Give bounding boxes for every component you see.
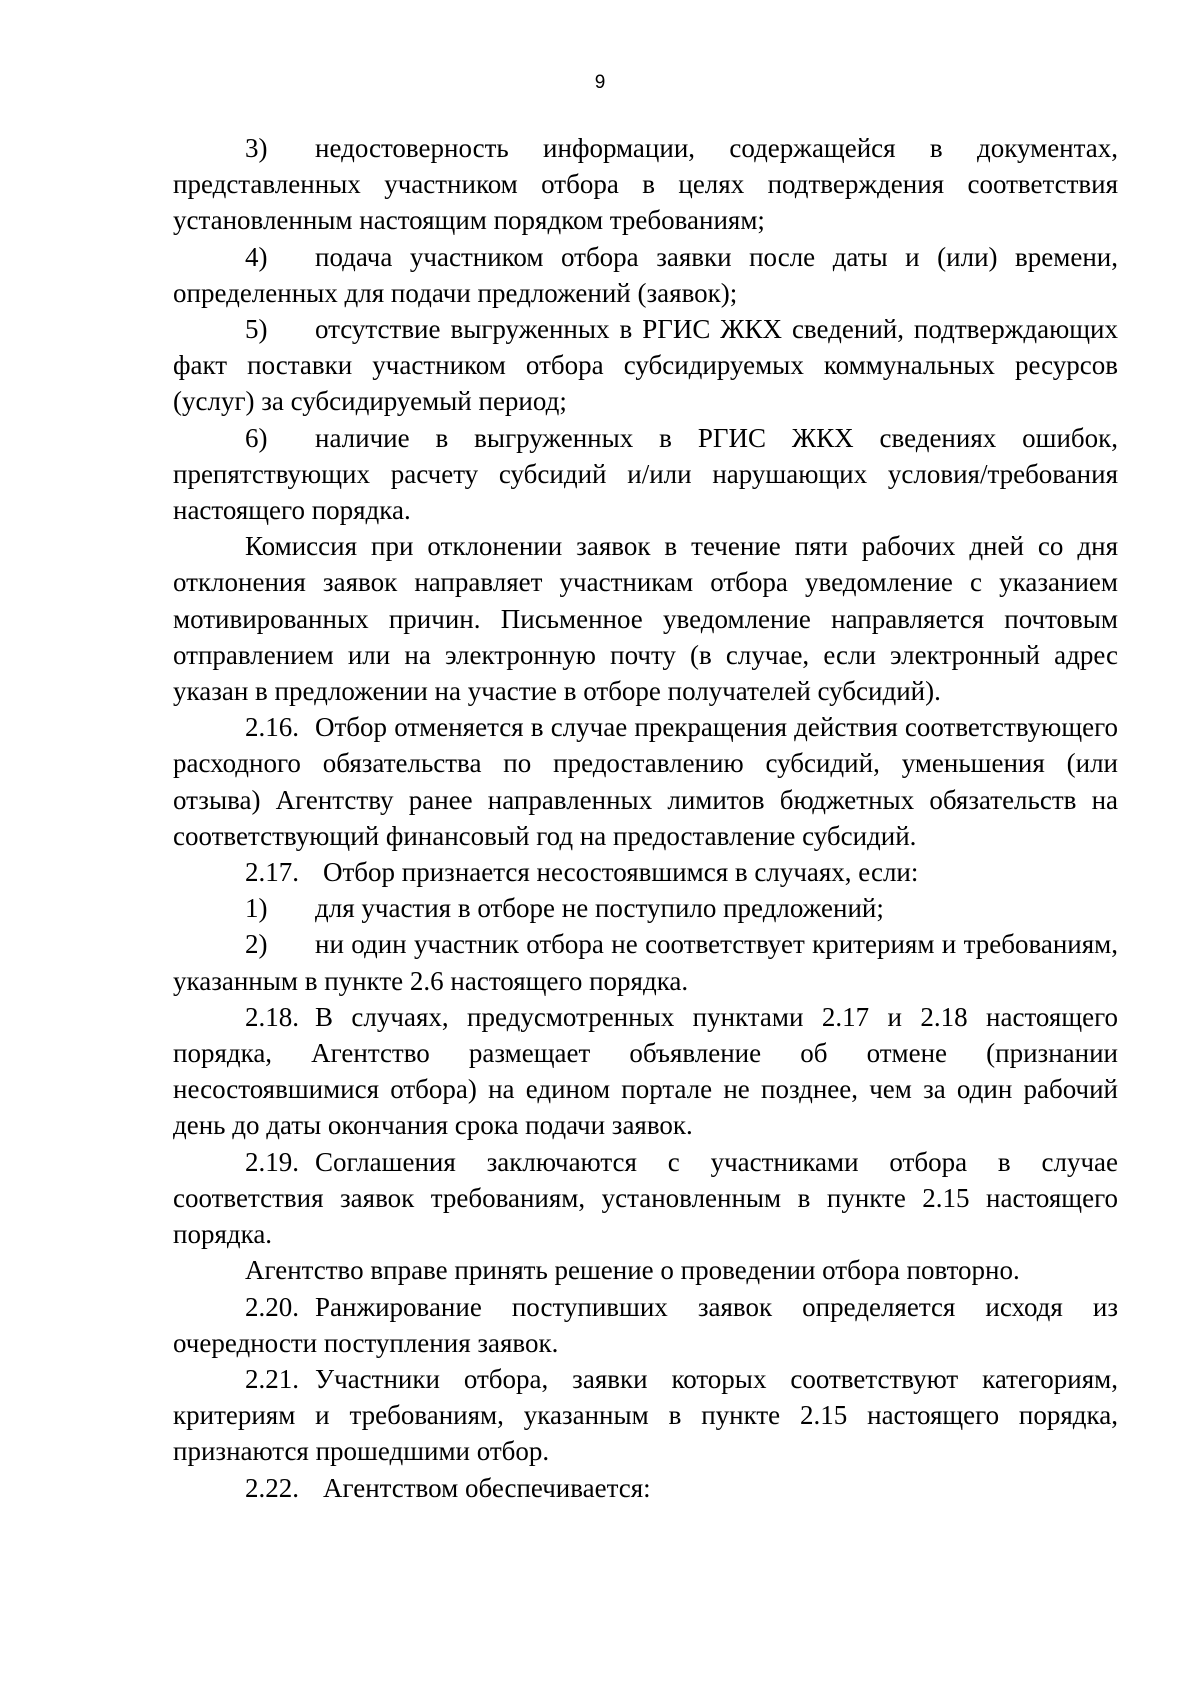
paragraph-text: Отбор признается несостоявшимся в случаях, если: [323,857,919,888]
item-number: 1) [245,893,268,924]
paragraph-2-16 [173,709,1118,854]
paragraph-text: Участники отбора, заявки которых соответствуют категориям, критериям и требованиям, указанным в пункте 2.15 настоящего порядка, признаются прошедшими отбор. [173,1363,1118,1467]
paragraph-item-2 [173,926,1118,998]
item-number: 2) [245,929,268,960]
paragraph-text: Комиссия при отклонении заявок в течение пяти рабочих дней со дня отклонения заявок направляет участникам отбора уведомление с указанием мотивированных причин. Письменное уведомление направляется почтовым отправлением или на электронную почту (в случае, если электронный адрес указан в предложении на участие в отборе получателей субсидий). [173,531,1118,707]
clause-number: 2.19. [245,1146,299,1177]
paragraph-2-22 [173,1470,1118,1506]
paragraph-item-3 [173,130,1118,239]
paragraph-item-4 [173,239,1118,311]
clause-number: 2.18. [245,1001,299,1032]
paragraph-item-1 [173,890,1118,926]
paragraph-2-20 [173,1289,1118,1361]
paragraph-text: Агентство вправе принять решение о проведении отбора повторно. [245,1255,1020,1286]
paragraph-text: Соглашения заключаются с участниками отбора в случае соответствия заявок требованиям, установленным в пункте 2.15 настоящего порядка. [173,1146,1118,1250]
paragraph-2-17 [173,854,1118,890]
item-number: 4) [245,241,268,272]
paragraph-item-6 [173,420,1118,529]
paragraph-2-21 [173,1361,1118,1470]
clause-number: 2.17. [245,857,299,888]
paragraph-text: Агентством обеспечивается: [323,1472,651,1503]
document-body [173,130,1118,1506]
paragraph-text: отсутствие выгруженных в РГИС ЖКХ сведений, подтверждающих факт поставки участником отбора субсидируемых коммунальных ресурсов (услуг) за субсидируемый период; [173,314,1118,417]
paragraph-text: Отбор отменяется в случае прекращения действия соответствующего расходного обязательства по предоставлению субсидий, уменьшения (или отзыва) Агентству ранее направленных лимитов бюджетных обязательств на соответствующий финансовый год на предоставление субсидий. [173,712,1118,851]
paragraph-item-5 [173,311,1118,420]
paragraph-text: В случаях, предусмотренных пунктами 2.17 и 2.18 настоящего порядка, Агентство размещает объявление об отмене (признании несостоявшимися отбора) на едином портале не позднее, чем за один рабочий день до даты окончания срока подачи заявок. [173,1001,1118,1141]
item-number: 5) [245,314,268,345]
paragraph-text: наличие в выгруженных в РГИС ЖКХ сведениях ошибок, препятствующих расчету субсидий и/или нарушающих условия/требования настоящего порядка. [173,422,1118,526]
item-number: 3) [245,133,268,163]
clause-number: 2.16. [245,712,299,743]
clause-number: 2.20. [245,1291,299,1322]
item-number: 6) [245,422,268,453]
paragraph-commission-notice [173,528,1118,709]
paragraph-2-18 [173,999,1118,1144]
paragraph-text: для участия в отборе не поступило предложений; [315,893,884,924]
clause-number: 2.21. [245,1363,299,1394]
page-number: 9 [594,72,606,93]
paragraph-text: ни один участник отбора не соответствует критериям и требованиям, указанным в пункте 2.6 настоящего порядка. [173,929,1118,996]
paragraph-text: Ранжирование поступивших заявок определяется исходя из очередности поступления заявок. [173,1291,1118,1358]
paragraph-2-19 [173,1144,1118,1253]
paragraph-text: недостоверность информации, содержащейся в документах, представленных участником отбора в целях подтверждения соответствия установленным настоящим порядком требованиям; [173,133,1118,236]
clause-number: 2.22. [245,1472,299,1503]
paragraph-repeat-selection [173,1252,1118,1288]
paragraph-text: подача участником отбора заявки после даты и (или) времени, определенных для подачи предложений (заявок); [173,241,1118,308]
